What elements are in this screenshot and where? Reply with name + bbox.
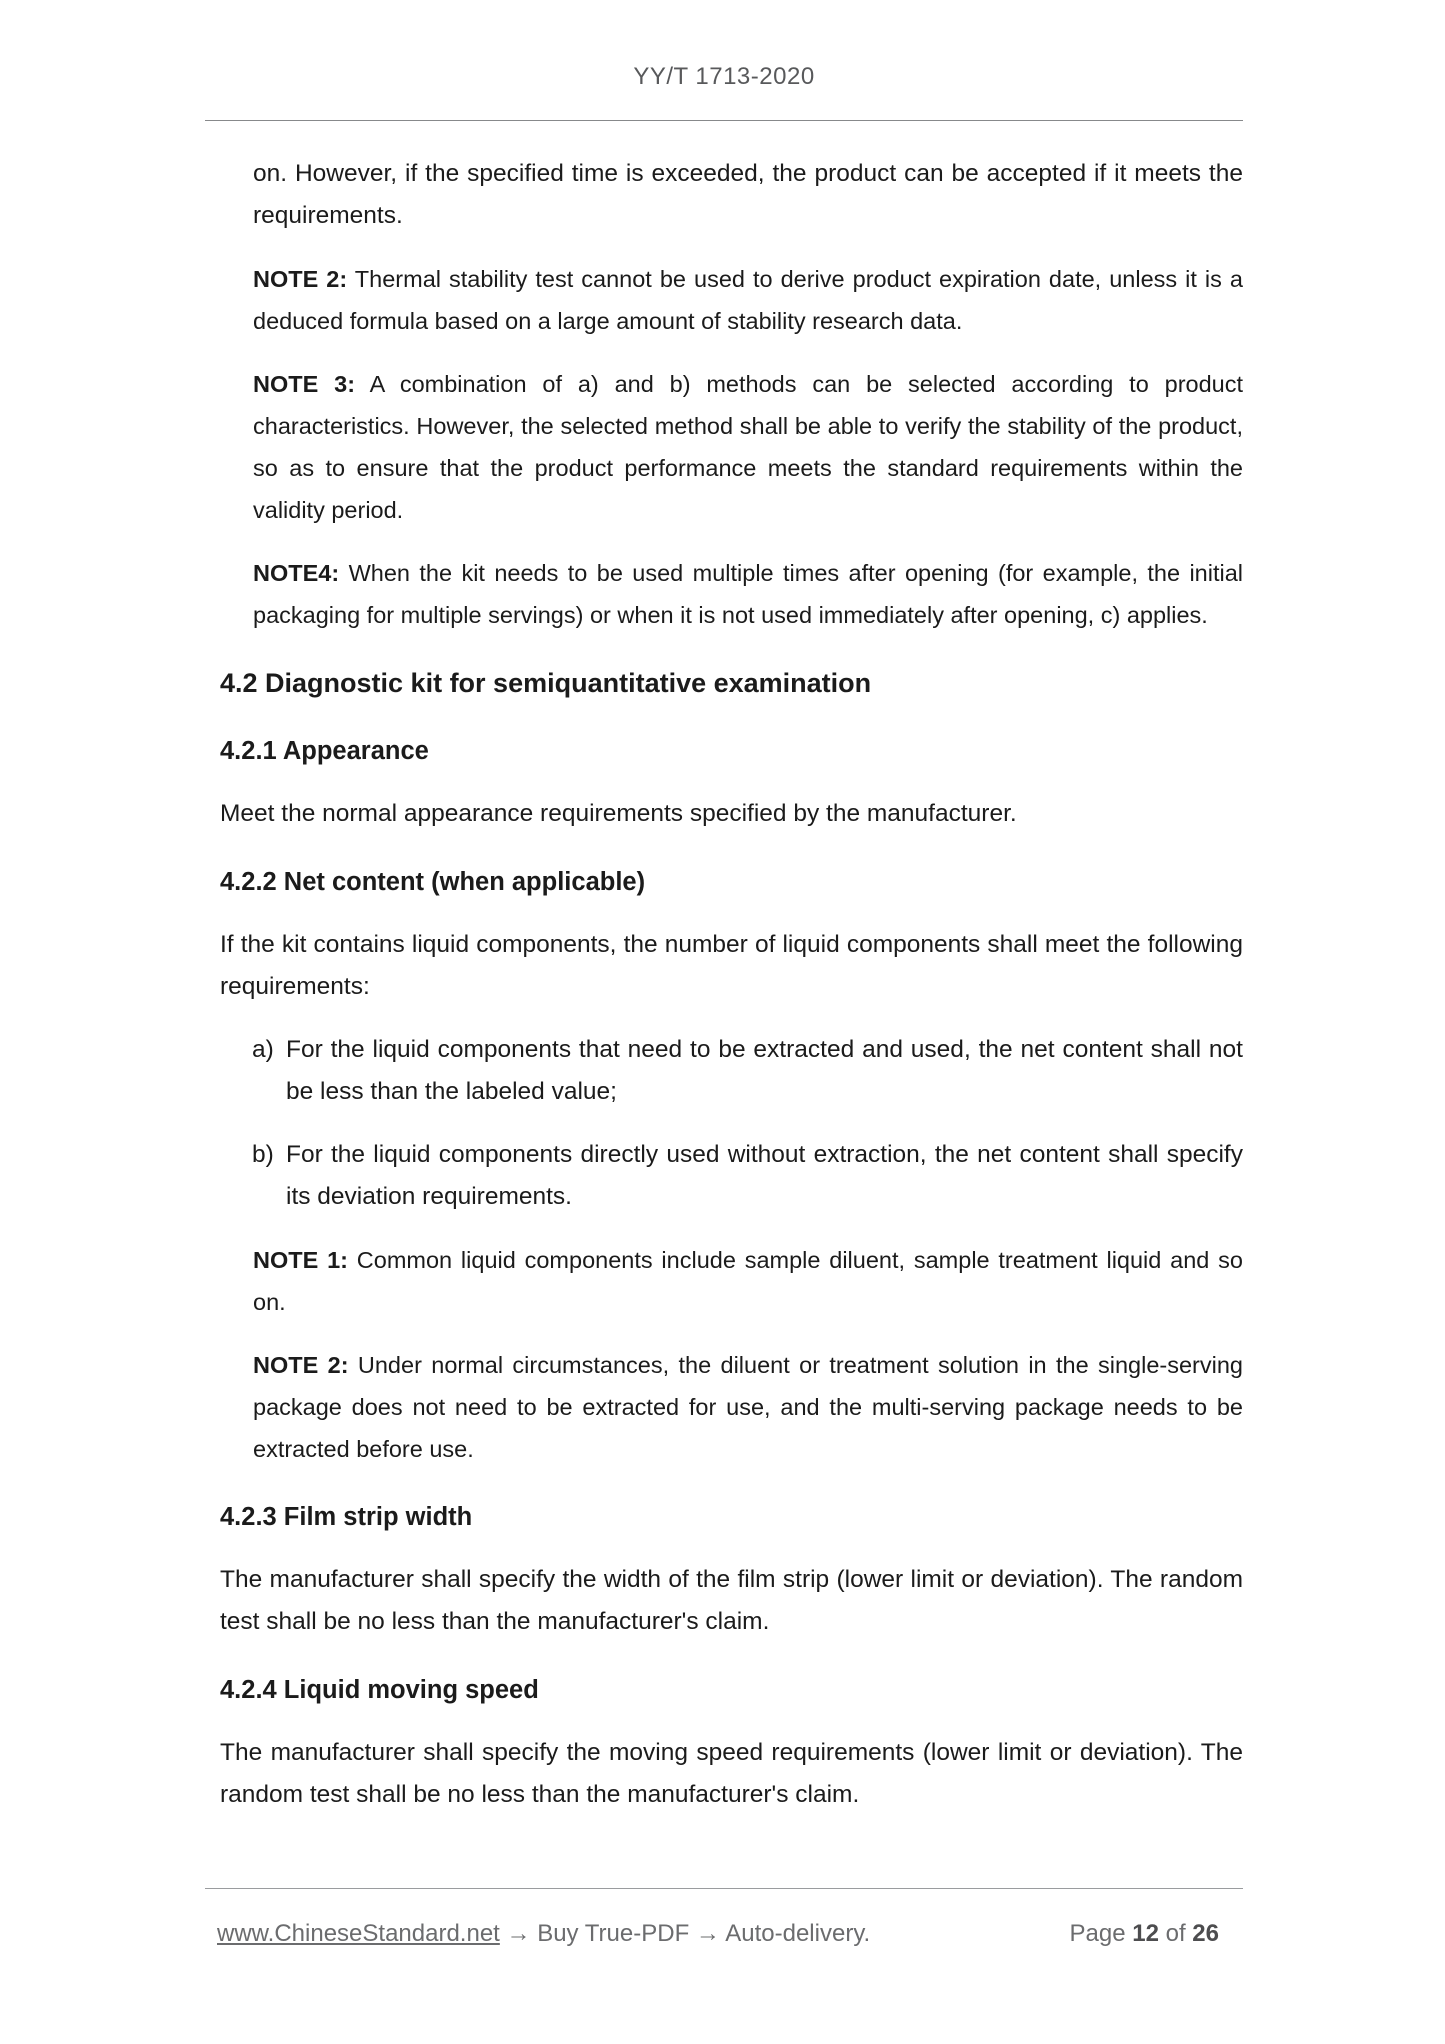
list-item-b <box>205 1134 1243 1218</box>
section-heading-4-2: 4.2 Diagnostic kit for semiquantitative examination <box>220 668 872 698</box>
note-text: Common liquid components include sample diluent, sample treatment liquid and so on. <box>253 1247 1243 1315</box>
site-link[interactable]: www.ChineseStandard.net <box>217 1920 500 1947</box>
note-2-single-serving <box>253 1344 1243 1470</box>
list-marker: a) <box>252 1036 274 1063</box>
paragraph-appearance: Meet the normal appearance requirements specified by the manufacturer. <box>220 800 1017 827</box>
section-heading-4-2-3: 4.2.3 Film strip width <box>220 1503 473 1531</box>
note-text: A combination of a) and b) methods can be selected according to product characteristics. However, the selected method shall be able to verify the stability of the product, so as to ensure that the product performance meets the standard requirements within the validity period. <box>253 371 1244 523</box>
note-2-thermal-stability <box>253 258 1243 342</box>
note-1-common-liquid <box>253 1239 1243 1323</box>
footer-source-line <box>217 1912 870 1956</box>
note-label: NOTE 1: <box>253 1247 348 1273</box>
note-text: Thermal stability test cannot be used to derive product expiration date, unless it is a deduced formula based on a large amount of stability research data. <box>253 266 1243 334</box>
page-number <box>1070 1912 1220 1956</box>
note-text: When the kit needs to be used multiple times after opening (for example, the initial packaging for multiple servings) or when it is not used immediately after opening, c) applies. <box>253 560 1244 628</box>
page-current: 12 <box>1132 1920 1159 1947</box>
note-label: NOTE 2: <box>253 266 348 292</box>
arrow-icon: → <box>506 1920 531 1947</box>
paragraph-continuation: on. However, if the specified time is exceeded, the product can be accepted if it meets the requirements. <box>253 160 1243 229</box>
note-text: Under normal circumstances, the diluent or treatment solution in the single-serving package does not need to be extracted for use, and the multi-serving package needs to be extracted before use. <box>253 1352 1243 1462</box>
paragraph-net-content: If the kit contains liquid components, the number of liquid components shall meet the following requirements: <box>220 931 1243 1000</box>
list-item-text: For the liquid components that need to be extracted and used, the net content shall not be less than the labeled value; <box>286 1036 1243 1105</box>
page-total: 26 <box>1192 1920 1219 1947</box>
section-heading-4-2-1: 4.2.1 Appearance <box>220 737 429 765</box>
section-heading-4-2-4: 4.2.4 Liquid moving speed <box>220 1676 539 1704</box>
list-item-a <box>205 1029 1243 1113</box>
delivery-label: Auto-delivery. <box>725 1920 871 1947</box>
note-3-combination <box>253 363 1243 531</box>
buy-label: Buy True-PDF <box>537 1920 690 1947</box>
section-heading-4-2-2: 4.2.2 Net content (when applicable) <box>220 868 646 896</box>
page-label: Page <box>1069 1920 1126 1947</box>
page-footer <box>205 1912 1243 1956</box>
footer-rule <box>205 1888 1243 1889</box>
list-item-text: For the liquid components directly used without extraction, the net content shall specify its deviation requirements. <box>286 1141 1243 1210</box>
doc-number: YY/T 1713-2020 <box>633 63 815 90</box>
note-4-multiple-use <box>253 552 1243 636</box>
note-label: NOTE4: <box>253 560 340 586</box>
note-label: NOTE 2: <box>253 1352 349 1378</box>
of-label: of <box>1165 1920 1186 1947</box>
note-label: NOTE 3: <box>253 371 356 397</box>
page-content <box>205 153 1243 1816</box>
page-header <box>205 0 1243 121</box>
paragraph-liquid-moving-speed: The manufacturer shall specify the moving speed requirements (lower limit or deviation). The random test shall be no less than the manufacturer's claim. <box>220 1739 1243 1808</box>
paragraph-film-strip-width: The manufacturer shall specify the width of the film strip (lower limit or deviation). The random test shall be no less than the manufacturer's claim. <box>220 1566 1243 1635</box>
list-marker: b) <box>252 1141 274 1168</box>
arrow-icon: → <box>695 1920 720 1947</box>
header-rule <box>205 120 1243 121</box>
document-page <box>205 0 1243 2044</box>
